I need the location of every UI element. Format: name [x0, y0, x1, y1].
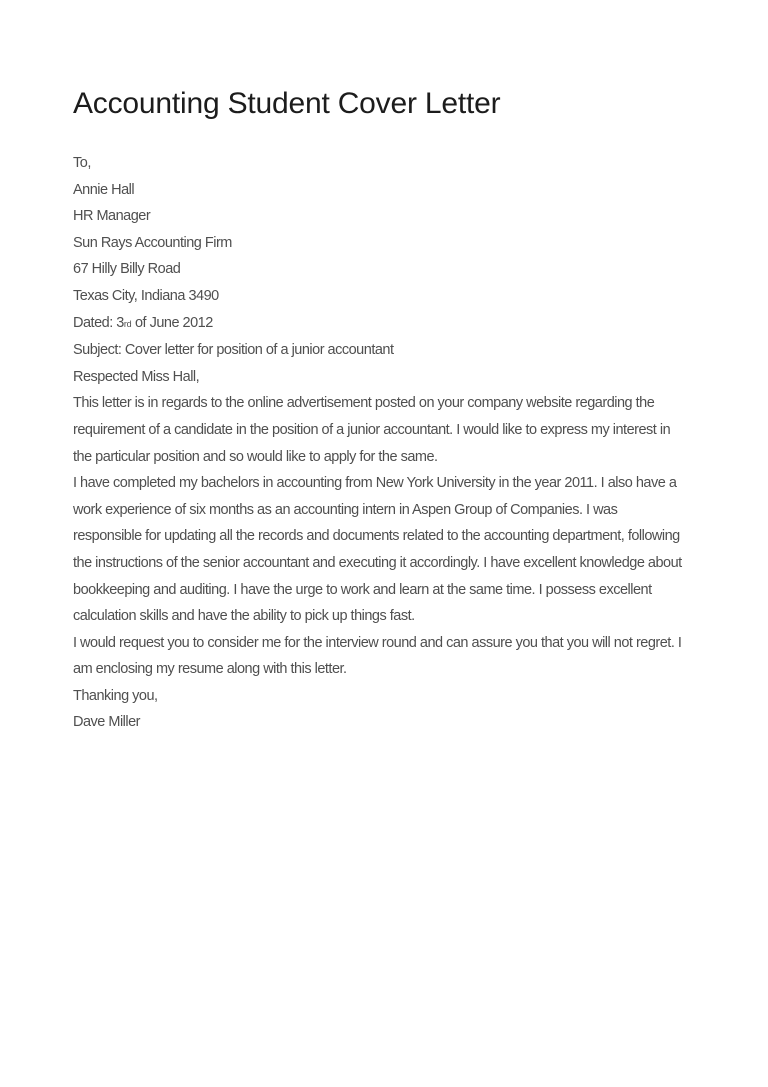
letter-line: the particular position and so would like to apply for the same. — [73, 448, 438, 465]
letter-line: I have completed my bachelors in accounting from New York University in the year 2011. I also have a — [73, 475, 677, 492]
letter-line: Annie Hall — [73, 181, 135, 198]
document-title: Accounting Student Cover Letter — [73, 87, 501, 120]
letter-line: requirement of a candidate in the position of a junior accountant. I would like to express my interest in — [73, 421, 671, 438]
letter-line: bookkeeping and auditing. I have the urge to work and learn at the same time. I possess excellent — [73, 581, 652, 598]
letter-line: To, — [73, 155, 91, 171]
letter-line: Thanking you, — [73, 687, 158, 704]
letter-line — [73, 310, 748, 338]
letter-line: Sun Rays Accounting Firm — [73, 234, 232, 251]
ordinal-suffix: rd — [123, 318, 132, 329]
letter-line: Texas City, Indiana 3490 — [73, 287, 219, 304]
letter-line: HR Manager — [73, 208, 151, 225]
letter-line: Respected Miss Hall, — [73, 368, 200, 385]
letter-line: am enclosing my resume along with this letter. — [73, 661, 347, 678]
letter-line: I would request you to consider me for the interview round and can assure you that you will not regret. I — [73, 634, 682, 651]
letter-line: calculation skills and have the ability to pick up things fast. — [73, 608, 415, 625]
document-content — [0, 86, 768, 736]
line-text: Dated: 3 — [73, 314, 124, 331]
line-text: of June 2012 — [131, 314, 213, 331]
letter-line: Dave Miller — [73, 714, 141, 731]
letter-line: Subject: Cover letter for position of a junior accountant — [73, 342, 394, 359]
letter-line: work experience of six months as an accounting intern in Aspen Group of Companies. I was — [73, 501, 618, 518]
letter-line: the instructions of the senior accountant and executing it accordingly. I have excellent knowledge about — [73, 554, 682, 571]
letter-line: responsible for updating all the records and documents related to the accounting department, following — [73, 528, 680, 545]
letter-line: 67 Hilly Billy Road — [73, 261, 181, 278]
letter-line: This letter is in regards to the online advertisement posted on your company website regarding the — [73, 395, 655, 412]
letter-body — [73, 150, 748, 736]
